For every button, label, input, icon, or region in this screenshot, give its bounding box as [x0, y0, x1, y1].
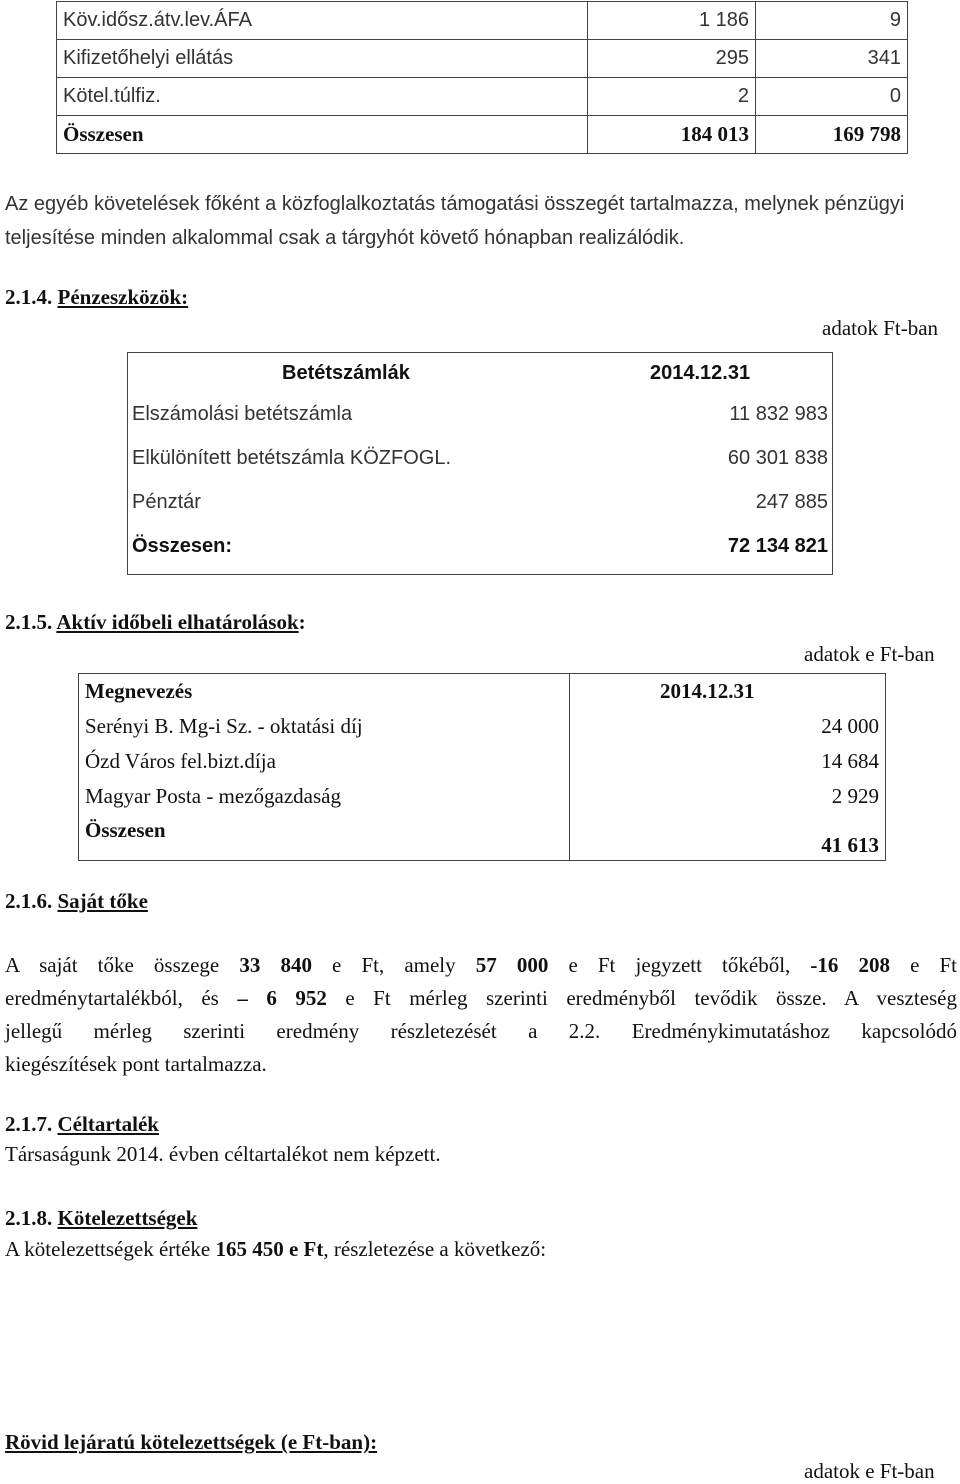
section-number: 2.1.5.: [5, 610, 57, 634]
total-label: Összesen: [79, 814, 570, 861]
table-total-row: [132, 526, 828, 566]
date-header: 2014.12.31: [570, 674, 886, 710]
table-row: [57, 78, 908, 116]
table-row: [132, 482, 828, 522]
total-label: Összesen: [57, 116, 588, 154]
unit-label: adatok e Ft-ban: [804, 1459, 935, 1483]
row-value-1: 2: [588, 78, 756, 116]
equity-line-2: [5, 982, 957, 1015]
row-label: Kötel.túlfiz.: [57, 78, 588, 116]
text: e Ft jegyzett tőkéből,: [548, 953, 811, 977]
text: A kötelezettségek értéke: [5, 1237, 216, 1261]
row-label: Serényi B. Mg-i Sz. - oktatási díj: [79, 709, 570, 744]
cash-table: [127, 352, 833, 575]
row-label: Pénztár: [132, 491, 201, 513]
total-value: 41 613: [570, 814, 886, 861]
row-value: 2 929: [570, 779, 886, 814]
section-number: 2.1.8.: [5, 1206, 58, 1230]
row-value-2: 9: [756, 2, 908, 40]
total-label: Összesen:: [132, 535, 233, 557]
receivables-table: [56, 1, 908, 154]
equity-total: 33 840: [239, 953, 312, 977]
text: eredménytartalékból, és: [5, 986, 238, 1010]
table-header-row: [79, 674, 886, 710]
row-label: Ózd Város fel.bizt.díja: [79, 744, 570, 779]
section-title: Aktív időbeli elhatárolások: [56, 610, 299, 634]
provisions-text: Társaságunk 2014. évben céltartalékot nem képzett.: [5, 1142, 441, 1166]
section-heading-accruals: [5, 610, 306, 635]
table-header-row: [132, 353, 828, 393]
column-header: Betétszámlák: [282, 362, 410, 384]
section-heading-cash: [5, 285, 188, 310]
table-row: [79, 779, 886, 814]
section-colon: :: [298, 610, 306, 634]
unit-label: adatok Ft-ban: [822, 316, 939, 340]
text: e Ft, amely: [311, 953, 476, 977]
table-row: [132, 394, 828, 434]
row-label: Magyar Posta - mezőgazdaság: [79, 779, 570, 814]
table-row: [79, 709, 886, 744]
section-number: 2.1.4.: [5, 285, 58, 309]
section-heading-equity: [5, 889, 148, 914]
section-title: Pénzeszközök:: [57, 285, 189, 309]
section-title: Kötelezettségek: [57, 1206, 198, 1230]
equity-line-1: [5, 949, 957, 982]
total-value-1: 184 013: [588, 116, 756, 154]
row-value: 60 301 838: [727, 447, 828, 469]
row-value: 11 832 983: [729, 403, 828, 425]
row-value: 24 000: [570, 709, 886, 744]
table-row: [57, 40, 908, 78]
row-label: Köv.idősz.átv.lev.ÁFA: [57, 2, 588, 40]
table-row: [79, 744, 886, 779]
retained-earnings: -16 208: [810, 953, 890, 977]
row-label: Kifizetőhelyi ellátás: [57, 40, 588, 78]
section-heading-provisions: [5, 1112, 159, 1137]
row-value-1: 295: [588, 40, 756, 78]
date-header: 2014.12.31: [650, 362, 751, 384]
row-label: Elkülönített betétszámla KÖZFOGL.: [132, 447, 452, 469]
text: , részletezése a következő:: [323, 1237, 547, 1261]
balance-sheet-result: – 6 952: [237, 986, 327, 1010]
liabilities-text: [5, 1237, 546, 1262]
row-value: 14 684: [570, 744, 886, 779]
total-value: 72 134 821: [727, 535, 828, 557]
section-number: 2.1.7.: [5, 1112, 58, 1136]
other-receivables-paragraph: Az egyéb követelések főként a közfoglalkoztatás támogatási összegét tartalmazza, melynek pénzügyi teljesítése minden alkalommal csak a tárgyhót követő hónapban realizálódik.: [5, 193, 905, 249]
equity-line-4: kiegészítések pont tartalmazza.: [5, 1052, 267, 1076]
section-heading-liabilities: [5, 1206, 197, 1231]
column-header: Megnevezés: [79, 674, 570, 710]
row-value: 247 885: [755, 491, 828, 513]
total-value-2: 169 798: [756, 116, 908, 154]
section-title: Saját tőke: [57, 889, 148, 913]
section-number: 2.1.6.: [5, 889, 58, 913]
unit-label: adatok e Ft-ban: [804, 642, 935, 666]
accruals-table: [78, 673, 886, 861]
table-row: [57, 2, 908, 40]
table-total-row: [57, 116, 908, 154]
text: e Ft mérleg szerinti eredményből tevődik össze. A veszteség: [326, 986, 958, 1010]
table-row: [132, 438, 828, 478]
row-label: Elszámolási betétszámla: [132, 403, 353, 425]
row-value-1: 1 186: [588, 2, 756, 40]
table-total-row: [79, 814, 886, 861]
text: e Ft: [889, 953, 958, 977]
text: A saját tőke összege: [5, 953, 240, 977]
row-value-2: 0: [756, 78, 908, 116]
row-value-2: 341: [756, 40, 908, 78]
subscribed-capital: 57 000: [475, 953, 549, 977]
equity-line-3: jellegű mérleg szerinti eredmény részletezését a 2.2. Eredménykimutatáshoz kapcsolódó: [5, 1019, 957, 1043]
section-title: Céltartalék: [57, 1112, 159, 1136]
liabilities-total: 165 450 e Ft: [215, 1237, 324, 1261]
short-term-liabilities-heading: Rövid lejáratú kötelezettségek (e Ft-ban):: [5, 1430, 378, 1454]
